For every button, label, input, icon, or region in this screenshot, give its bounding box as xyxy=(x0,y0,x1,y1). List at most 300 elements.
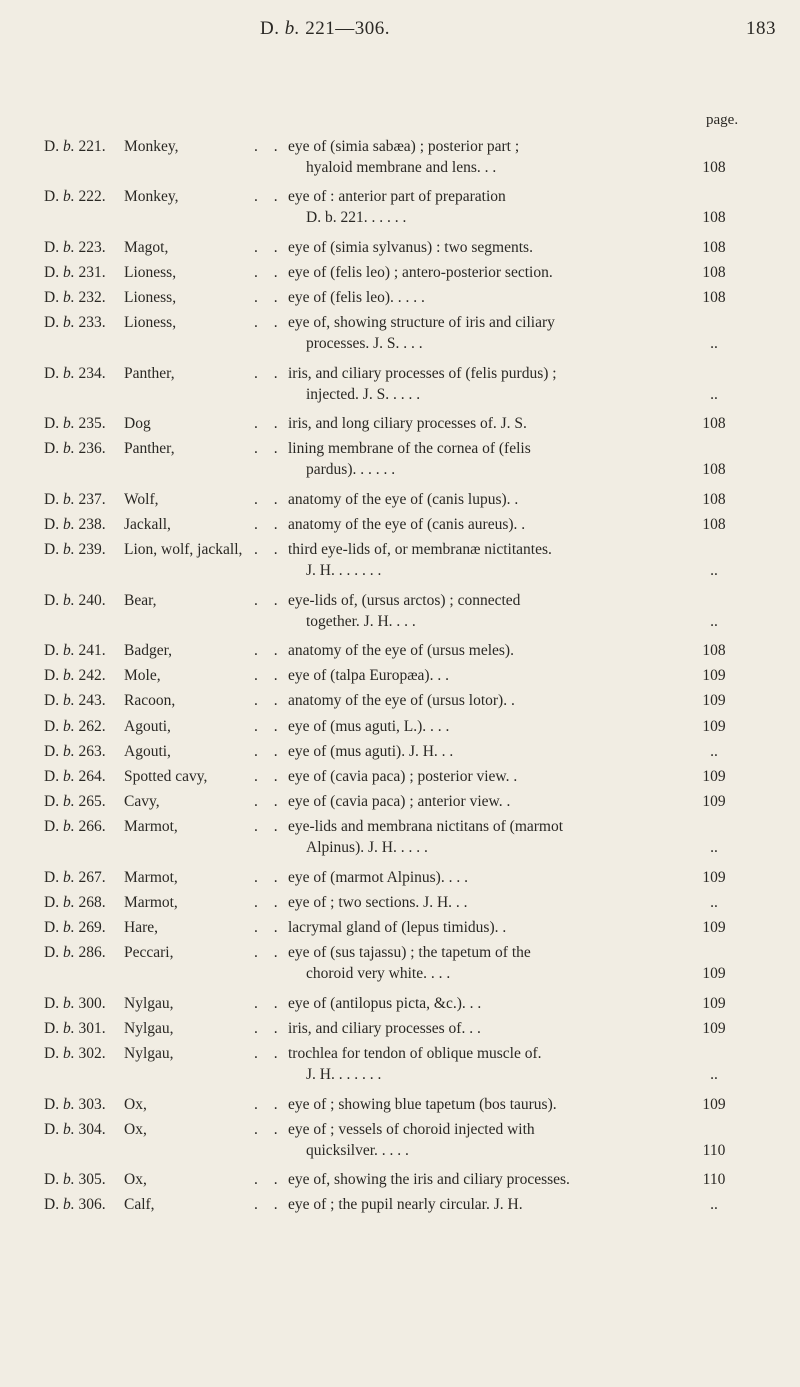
leader-dots: . . xyxy=(254,314,284,332)
specimen-number xyxy=(44,363,106,384)
catalogue-entry xyxy=(0,993,800,1014)
specimen-description xyxy=(288,363,678,405)
leader-dots: . . xyxy=(254,667,284,685)
animal-name: Badger, xyxy=(124,642,173,659)
specimen-index: 235. xyxy=(78,415,106,433)
specimen-description xyxy=(288,892,678,913)
specimen-number xyxy=(44,791,106,812)
specimen-series: D. xyxy=(44,1196,60,1214)
page-reference: 109 xyxy=(702,965,726,983)
animal-name: Ox, xyxy=(124,1171,147,1189)
leader-dots: . . xyxy=(254,591,284,609)
catalogue-entry xyxy=(0,1018,800,1039)
animal-name: Agouti, xyxy=(124,717,171,735)
catalogue-entry xyxy=(0,438,800,480)
specimen-subseries: b. xyxy=(62,591,75,609)
description-line: eye of ; vessels of choroid injected with xyxy=(288,1120,535,1138)
description-line: eye of : anterior part of preparation xyxy=(288,188,506,206)
catalogue-entry xyxy=(0,741,800,762)
catalogue-entry xyxy=(0,716,800,737)
specimen-series: D. xyxy=(44,642,60,659)
catalogue-entry xyxy=(0,640,800,661)
catalogue-entry xyxy=(0,312,800,354)
page-reference: 108 xyxy=(702,642,726,659)
description-line: eye of (cavia paca) ; posterior view. . xyxy=(288,768,518,785)
specimen-description xyxy=(288,867,678,888)
description-line: eye of (sus tajassu) ; the tapetum of the xyxy=(288,944,531,962)
specimen-series: D. xyxy=(44,1171,60,1189)
catalogue-entry xyxy=(0,1094,800,1115)
leader-dots: . . xyxy=(254,264,284,281)
specimen-index: 233. xyxy=(78,314,106,332)
description-line: eye of (simia sylvanus) : two segments. xyxy=(288,238,533,256)
animal-name: Dog xyxy=(124,415,151,433)
animal-name: Ox, xyxy=(124,1120,147,1138)
description-line: eye of (simia sabæa) ; posterior part ; xyxy=(288,138,520,155)
specimen-index: 262. xyxy=(78,717,106,735)
specimen-description xyxy=(288,1194,678,1215)
animal-name: Hare, xyxy=(124,919,158,937)
description-line: eye of (marmot Alpinus). . . . xyxy=(288,868,468,886)
description-line: eye of (felis leo). . . . . xyxy=(288,289,425,307)
page-reference: .. xyxy=(710,385,718,403)
specimen-index: 268. xyxy=(78,894,106,911)
leader-dots: . . xyxy=(254,1095,284,1113)
specimen-number xyxy=(44,413,106,434)
specimen-index: 222. xyxy=(78,188,106,206)
specimen-subseries: b. xyxy=(62,1095,75,1113)
specimen-index: 240. xyxy=(78,591,106,609)
leader-dots: . . xyxy=(254,742,284,760)
page-reference: 109 xyxy=(702,919,726,937)
header-range: D. b. 221—306. xyxy=(260,18,390,39)
animal-name: Lioness, xyxy=(124,314,177,332)
animal-name: Marmot, xyxy=(124,868,178,886)
specimen-index: 267. xyxy=(78,868,106,886)
animal-name: Magot, xyxy=(124,238,169,256)
description-line: eye of, showing structure of iris and ciliary xyxy=(288,314,555,332)
page-reference: .. xyxy=(710,335,718,353)
leader-dots: . . xyxy=(254,944,284,962)
specimen-index: 231. xyxy=(78,264,106,281)
catalogue-entry xyxy=(0,665,800,686)
leader-dots: . . xyxy=(254,818,284,836)
description-line: anatomy of the eye of (ursus meles). xyxy=(288,642,514,659)
specimen-number xyxy=(44,539,106,560)
specimen-series: D. xyxy=(44,919,60,937)
leader-dots: . . xyxy=(254,868,284,886)
specimen-number xyxy=(44,1094,106,1115)
specimen-number xyxy=(44,262,106,283)
leader-dots: . . xyxy=(254,516,284,533)
specimen-number xyxy=(44,766,106,787)
description-line: choroid very white. . . . xyxy=(306,965,451,983)
specimen-index: 269. xyxy=(78,919,106,937)
description-line: third eye-lids of, or membranæ nictitantes. xyxy=(288,541,552,559)
animal-name: Nylgau, xyxy=(124,1045,174,1063)
description-line: eye of ; the pupil nearly circular. J. H. xyxy=(288,1196,523,1214)
page-reference: 108 xyxy=(702,490,726,508)
specimen-description xyxy=(288,917,678,938)
catalogue-entry xyxy=(0,590,800,632)
leader-dots: . . xyxy=(254,919,284,937)
leader-dots: . . xyxy=(254,415,284,433)
running-head xyxy=(0,14,800,42)
specimen-number xyxy=(44,590,106,611)
leader-dots: . . xyxy=(254,188,284,206)
specimen-index: 300. xyxy=(78,994,106,1012)
description-line: trochlea for tendon of oblique muscle of. xyxy=(288,1045,542,1063)
specimen-series: D. xyxy=(44,1095,60,1113)
specimen-series: D. xyxy=(44,717,60,735)
specimen-subseries: b. xyxy=(62,188,75,206)
catalogue-entry xyxy=(0,539,800,581)
catalogue-entry xyxy=(0,186,800,228)
page-reference: 110 xyxy=(702,1171,726,1189)
page-reference: 108 xyxy=(702,289,726,307)
specimen-series: D. xyxy=(44,818,60,836)
specimen-series: D. xyxy=(44,768,60,785)
specimen-description xyxy=(288,816,678,858)
specimen-series: D. xyxy=(44,1020,60,1037)
description-line: eye of (antilopus picta, &c.). . . xyxy=(288,994,482,1012)
leader-dots: . . xyxy=(254,1020,284,1037)
specimen-description xyxy=(288,413,678,434)
specimen-description xyxy=(288,791,678,812)
specimen-subseries: b. xyxy=(62,1171,75,1189)
specimen-series: D. xyxy=(44,667,60,685)
description-line: eye of (mus aguti). J. H. . . xyxy=(288,742,454,760)
specimen-subseries: b. xyxy=(62,238,75,256)
specimen-number xyxy=(44,892,106,913)
animal-name: Panther, xyxy=(124,364,175,382)
specimen-series: D. xyxy=(44,364,60,382)
specimen-number xyxy=(44,186,106,207)
specimen-description xyxy=(288,640,678,661)
page-reference: .. xyxy=(710,612,718,630)
specimen-description xyxy=(288,489,678,510)
specimen-subseries: b. xyxy=(62,818,75,836)
leader-dots: . . xyxy=(254,364,284,382)
catalogue-entry xyxy=(0,1169,800,1190)
leader-dots: . . xyxy=(254,490,284,508)
description-line: quicksilver. . . . . xyxy=(306,1141,409,1159)
specimen-description xyxy=(288,186,678,228)
specimen-index: 242. xyxy=(78,667,106,685)
specimen-description xyxy=(288,1169,678,1190)
specimen-subseries: b. xyxy=(62,868,75,886)
specimen-subseries: b. xyxy=(62,793,75,811)
animal-name: Bear, xyxy=(124,591,157,609)
specimen-index: 304. xyxy=(78,1120,106,1138)
specimen-number xyxy=(44,716,106,737)
specimen-index: 238. xyxy=(78,516,106,533)
specimen-index: 306. xyxy=(78,1196,106,1214)
specimen-series: D. xyxy=(44,541,60,559)
specimen-subseries: b. xyxy=(62,642,75,659)
specimen-subseries: b. xyxy=(62,667,75,685)
animal-name: Mole, xyxy=(124,667,161,685)
specimen-subseries: b. xyxy=(62,415,75,433)
catalogue-entry xyxy=(0,892,800,913)
specimen-index: 232. xyxy=(78,289,106,307)
specimen-description xyxy=(288,1043,678,1085)
catalogue-entry xyxy=(0,766,800,787)
specimen-subseries: b. xyxy=(62,944,75,962)
specimen-number xyxy=(44,867,106,888)
specimen-description xyxy=(288,514,678,535)
page-reference: 109 xyxy=(702,994,726,1012)
specimen-series: D. xyxy=(44,944,60,962)
specimen-number xyxy=(44,665,106,686)
specimen-number xyxy=(44,514,106,535)
description-line: eye of (talpa Europæa). . . xyxy=(288,667,449,685)
specimen-description xyxy=(288,690,678,711)
specimen-number xyxy=(44,1119,106,1140)
page-reference: 109 xyxy=(702,692,726,710)
catalogue-entry xyxy=(0,1119,800,1161)
description-line: iris, and long ciliary processes of. J. S. xyxy=(288,415,527,433)
leader-dots: . . xyxy=(254,289,284,307)
specimen-series: D. xyxy=(44,314,60,332)
specimen-description xyxy=(288,287,678,308)
catalogue-entry xyxy=(0,690,800,711)
specimen-index: 236. xyxy=(78,440,106,458)
description-line: eye of, showing the iris and ciliary processes. xyxy=(288,1171,570,1189)
catalogue-entry xyxy=(0,942,800,984)
description-line: J. H. . . . . . . xyxy=(306,1066,382,1084)
specimen-number xyxy=(44,1194,106,1215)
specimen-series: D. xyxy=(44,490,60,508)
specimen-index: 302. xyxy=(78,1045,106,1063)
description-line: eye of (mus aguti, L.). . . . xyxy=(288,717,450,735)
description-line: eye-lids of, (ursus arctos) ; connected xyxy=(288,591,521,609)
specimen-description xyxy=(288,1018,678,1039)
page-column-label: page. xyxy=(706,112,739,128)
animal-name: Nylgau, xyxy=(124,1020,174,1037)
specimen-series: D. xyxy=(44,742,60,760)
specimen-number xyxy=(44,1169,106,1190)
animal-name: Marmot, xyxy=(124,894,178,911)
specimen-subseries: b. xyxy=(62,264,75,281)
specimen-description xyxy=(288,942,678,984)
specimen-description xyxy=(288,665,678,686)
page-reference: 108 xyxy=(702,415,726,433)
specimen-index: 266. xyxy=(78,818,106,836)
catalogue-entry xyxy=(0,917,800,938)
page-reference: 109 xyxy=(702,667,726,685)
specimen-series: D. xyxy=(44,591,60,609)
animal-name: Marmot, xyxy=(124,818,178,836)
specimen-subseries: b. xyxy=(62,742,75,760)
specimen-description xyxy=(288,136,678,178)
specimen-subseries: b. xyxy=(62,364,75,382)
specimen-number xyxy=(44,237,106,258)
page-reference: 109 xyxy=(702,1020,726,1037)
leader-dots: . . xyxy=(254,238,284,256)
page-reference: .. xyxy=(710,1196,718,1214)
description-line: eye of ; two sections. J. H. . . xyxy=(288,894,468,911)
leader-dots: . . xyxy=(254,894,284,911)
catalogue-entry xyxy=(0,1043,800,1085)
specimen-subseries: b. xyxy=(62,516,75,533)
description-line: lining membrane of the cornea of (felis xyxy=(288,440,531,458)
specimen-index: 241. xyxy=(78,642,106,659)
specimen-number xyxy=(44,136,106,157)
catalogue-entry xyxy=(0,514,800,535)
leader-dots: . . xyxy=(254,1045,284,1063)
specimen-description xyxy=(288,312,678,354)
page-reference: 108 xyxy=(702,209,726,227)
specimen-index: 243. xyxy=(78,692,106,710)
specimen-subseries: b. xyxy=(62,138,75,155)
leader-dots: . . xyxy=(254,1120,284,1138)
catalogue-entry xyxy=(0,816,800,858)
leader-dots: . . xyxy=(254,440,284,458)
specimen-description xyxy=(288,766,678,787)
description-line: eye-lids and membrana nictitans of (marmot xyxy=(288,818,564,836)
page-reference: 110 xyxy=(702,1141,726,1159)
specimen-subseries: b. xyxy=(62,1196,75,1214)
specimen-description xyxy=(288,741,678,762)
specimen-description xyxy=(288,993,678,1014)
page-reference: 108 xyxy=(702,516,726,533)
description-line: anatomy of the eye of (canis aureus). . xyxy=(288,516,526,533)
specimen-number xyxy=(44,917,106,938)
page-reference: .. xyxy=(710,894,718,911)
specimen-description xyxy=(288,590,678,632)
catalogue-entry xyxy=(0,287,800,308)
specimen-index: 301. xyxy=(78,1020,106,1037)
specimen-description xyxy=(288,262,678,283)
specimen-description xyxy=(288,1094,678,1115)
specimen-index: 239. xyxy=(78,541,106,559)
description-line: iris, and ciliary processes of. . . xyxy=(288,1020,481,1037)
leader-dots: . . xyxy=(254,1171,284,1189)
animal-name: Nylgau, xyxy=(124,994,174,1012)
specimen-subseries: b. xyxy=(62,314,75,332)
specimen-number xyxy=(44,1043,106,1064)
description-line: Alpinus). J. H. . . . . xyxy=(306,839,428,857)
specimen-series: D. xyxy=(44,516,60,533)
specimen-description xyxy=(288,1119,678,1161)
specimen-subseries: b. xyxy=(62,1045,75,1063)
animal-name: Spotted cavy, xyxy=(124,768,208,785)
specimen-index: 263. xyxy=(78,742,106,760)
page-reference: .. xyxy=(710,839,718,857)
page-reference: 109 xyxy=(702,793,726,811)
specimen-subseries: b. xyxy=(62,541,75,559)
page-number: 183 xyxy=(746,18,776,39)
catalogue-entry xyxy=(0,237,800,258)
animal-name: Ox, xyxy=(124,1095,147,1113)
specimen-series: D. xyxy=(44,188,60,206)
specimen-number xyxy=(44,312,106,333)
specimen-index: 221. xyxy=(78,138,106,155)
description-line: injected. J. S. . . . . xyxy=(306,385,421,403)
specimen-index: 223. xyxy=(78,238,106,256)
specimen-number xyxy=(44,816,106,837)
specimen-description xyxy=(288,438,678,480)
catalogue-entry xyxy=(0,413,800,434)
specimen-number xyxy=(44,640,106,661)
catalogue-entry xyxy=(0,867,800,888)
animal-name: Panther, xyxy=(124,440,175,458)
leader-dots: . . xyxy=(254,541,284,559)
specimen-series: D. xyxy=(44,264,60,281)
page-reference: 108 xyxy=(702,461,726,479)
animal-name: Lioness, xyxy=(124,264,177,281)
description-line: D. b. 221. . . . . . xyxy=(306,209,407,227)
description-line: eye of ; showing blue tapetum (bos taurus). xyxy=(288,1095,557,1113)
specimen-series: D. xyxy=(44,793,60,811)
specimen-index: 265. xyxy=(78,793,106,811)
leader-dots: . . xyxy=(254,692,284,710)
specimen-subseries: b. xyxy=(62,490,75,508)
specimen-series: D. xyxy=(44,1120,60,1138)
specimen-subseries: b. xyxy=(62,1020,75,1037)
leader-dots: . . xyxy=(254,717,284,735)
description-line: anatomy of the eye of (canis lupus). . xyxy=(288,490,519,508)
specimen-number xyxy=(44,993,106,1014)
page-reference: 109 xyxy=(702,768,726,785)
animal-name: Jackall, xyxy=(124,516,171,533)
page-reference: 108 xyxy=(702,159,726,176)
description-line: lacrymal gland of (lepus timidus). . xyxy=(288,919,507,937)
page-reference: 109 xyxy=(702,868,726,886)
leader-dots: . . xyxy=(254,994,284,1012)
specimen-index: 234. xyxy=(78,364,106,382)
specimen-description xyxy=(288,237,678,258)
description-line: processes. J. S. . . . xyxy=(306,335,423,353)
animal-name: Peccari, xyxy=(124,944,174,962)
catalogue-entry xyxy=(0,262,800,283)
description-line: J. H. . . . . . . xyxy=(306,562,382,580)
specimen-number xyxy=(44,690,106,711)
animal-name: Wolf, xyxy=(124,490,159,508)
specimen-index: 286. xyxy=(78,944,106,962)
specimen-index: 264. xyxy=(78,768,106,785)
specimen-subseries: b. xyxy=(62,717,75,735)
description-line: eye of (felis leo) ; antero-posterior section. xyxy=(288,264,553,281)
catalogue-entry xyxy=(0,136,800,178)
specimen-subseries: b. xyxy=(62,894,75,911)
page-reference: 109 xyxy=(702,1095,726,1113)
specimen-subseries: b. xyxy=(62,289,75,307)
catalogue-entry xyxy=(0,489,800,510)
specimen-subseries: b. xyxy=(62,994,75,1012)
page-reference: 109 xyxy=(702,717,726,735)
specimen-number xyxy=(44,489,106,510)
animal-name: Monkey, xyxy=(124,188,179,206)
catalogue-entry xyxy=(0,363,800,405)
specimen-subseries: b. xyxy=(62,768,75,785)
page-reference: .. xyxy=(710,562,718,580)
specimen-number xyxy=(44,438,106,459)
description-line: together. J. H. . . . xyxy=(306,612,416,630)
page-reference: .. xyxy=(710,1066,718,1084)
leader-dots: . . xyxy=(254,793,284,811)
description-line: pardus). . . . . . xyxy=(306,461,396,479)
specimen-series: D. xyxy=(44,415,60,433)
specimen-series: D. xyxy=(44,238,60,256)
page-reference: 108 xyxy=(702,238,726,256)
specimen-series: D. xyxy=(44,868,60,886)
specimen-series: D. xyxy=(44,289,60,307)
specimen-series: D. xyxy=(44,894,60,911)
animal-name: Racoon, xyxy=(124,692,176,710)
page-reference: .. xyxy=(710,742,718,760)
